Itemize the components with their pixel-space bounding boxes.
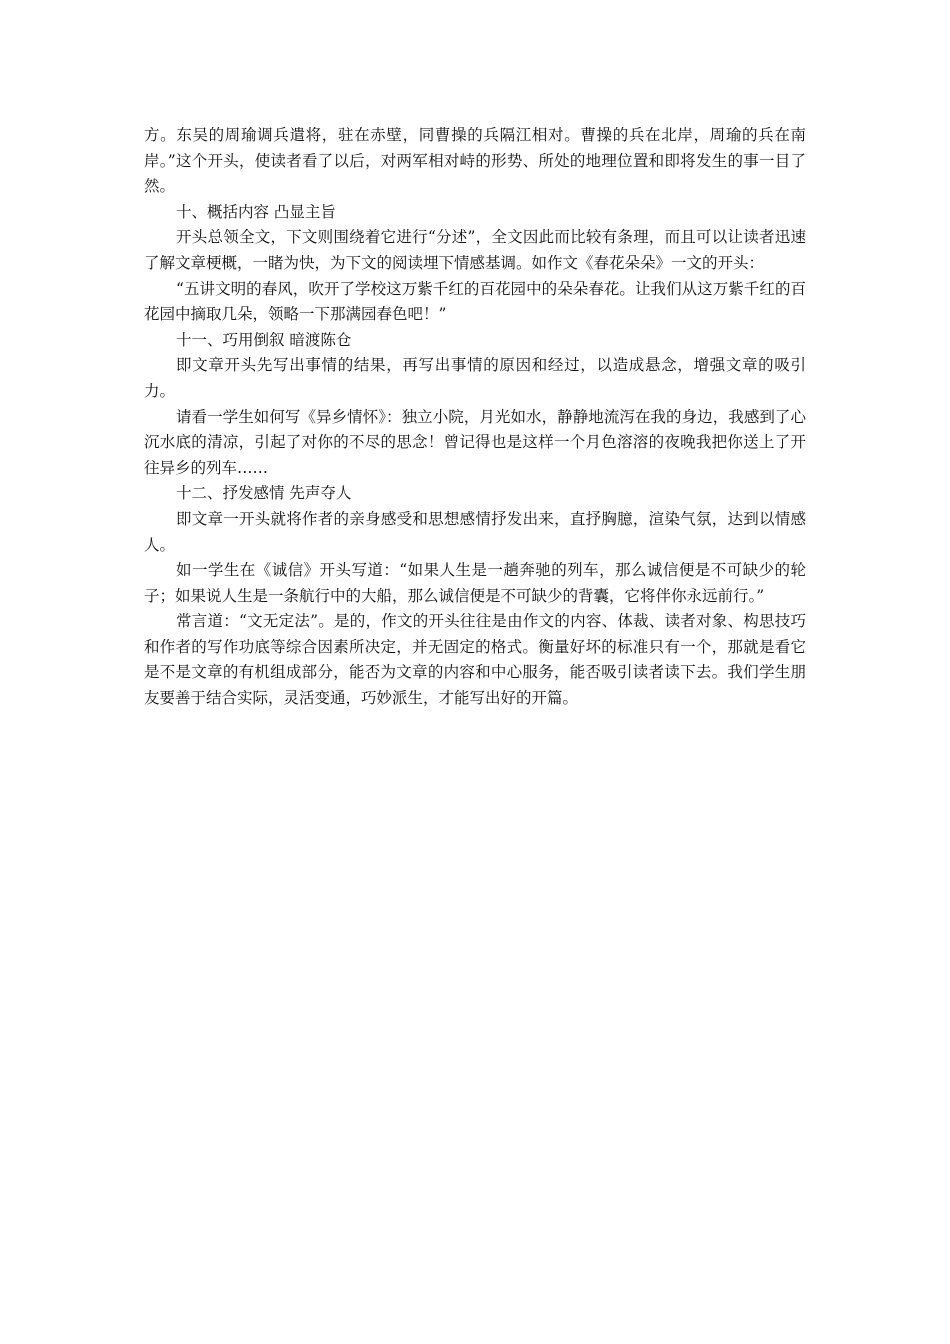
section-heading-11: 十一、巧用倒叙 暗渡陈仓 bbox=[176, 330, 352, 349]
paragraph: 开头总领全文，下文则围绕着它进行“分述”，全文因此而比较有条理，而且可以让读者迅速了解文章梗概，一睹为快，为下文的阅读埋下情感基调。如作文《春花朵朵》一文的开头： bbox=[144, 228, 806, 272]
paragraph: 即文章一开头就将作者的亲身感受和思想感情抒发出来，直抒胸臆，渲染气氛，达到以情感人。 bbox=[144, 509, 806, 554]
paragraph-continuation: 方。东吴的周瑜调兵遣将，驻在赤壁，同曹操的兵隔江相对。曹操的兵在北岸，周瑜的兵在南岸。”这个开头，使读者看了以后，对两军相对峙的形势、所处的地理位置和即将发生的事一目了然。 bbox=[144, 126, 806, 196]
conclusion-paragraph: 常言道：“文无定法”。是的，作文的开头往往是由作文的内容、体裁、读者对象、构思技巧和作者的写作功底等综合因素所决定，并无固定的格式。衡量好坏的标准只有一个，那就是看它是不是文章的有机组成部分，能否为文章的内容和中心服务，能否吸引读者读下去。我们学生朋友要善于结合实际，灵活变通，巧妙派生，才能写出好的开篇。 bbox=[144, 612, 806, 708]
paragraph: 请看一学生如何写《异乡情怀》：独立小院，月光如水，静静地流泻在我的身边，我感到了心沉水底的清凉，引起了对你的不尽的思念！曾记得也是这样一个月色溶溶的夜晚我把你送上了开往异乡的列车…… bbox=[144, 407, 806, 477]
paragraph: 即文章开头先写出事情的结果，再写出事情的原因和经过，以造成悬念，增强文章的吸引力。 bbox=[144, 356, 806, 400]
section-heading-12: 十二、抒发感情 先声夺人 bbox=[176, 484, 352, 503]
document-body bbox=[144, 123, 806, 712]
paragraph: 如一学生在《诚信》开头写道：“如果人生是一趟奔驰的列车，那么诚信便是不可缺少的轮子；如果说人生是一条航行中的大船，那么诚信便是不可缺少的背囊，它将伴你永远前行。” bbox=[144, 561, 806, 605]
section-heading-10: 十、概括内容 凸显主旨 bbox=[176, 202, 336, 221]
quote-paragraph: “五讲文明的春风，吹开了学校这万紫千红的百花园中的朵朵春花。让我们从这万紫千红的百花园中摘取几朵，领略一下那满园春色吧！” bbox=[144, 279, 806, 324]
